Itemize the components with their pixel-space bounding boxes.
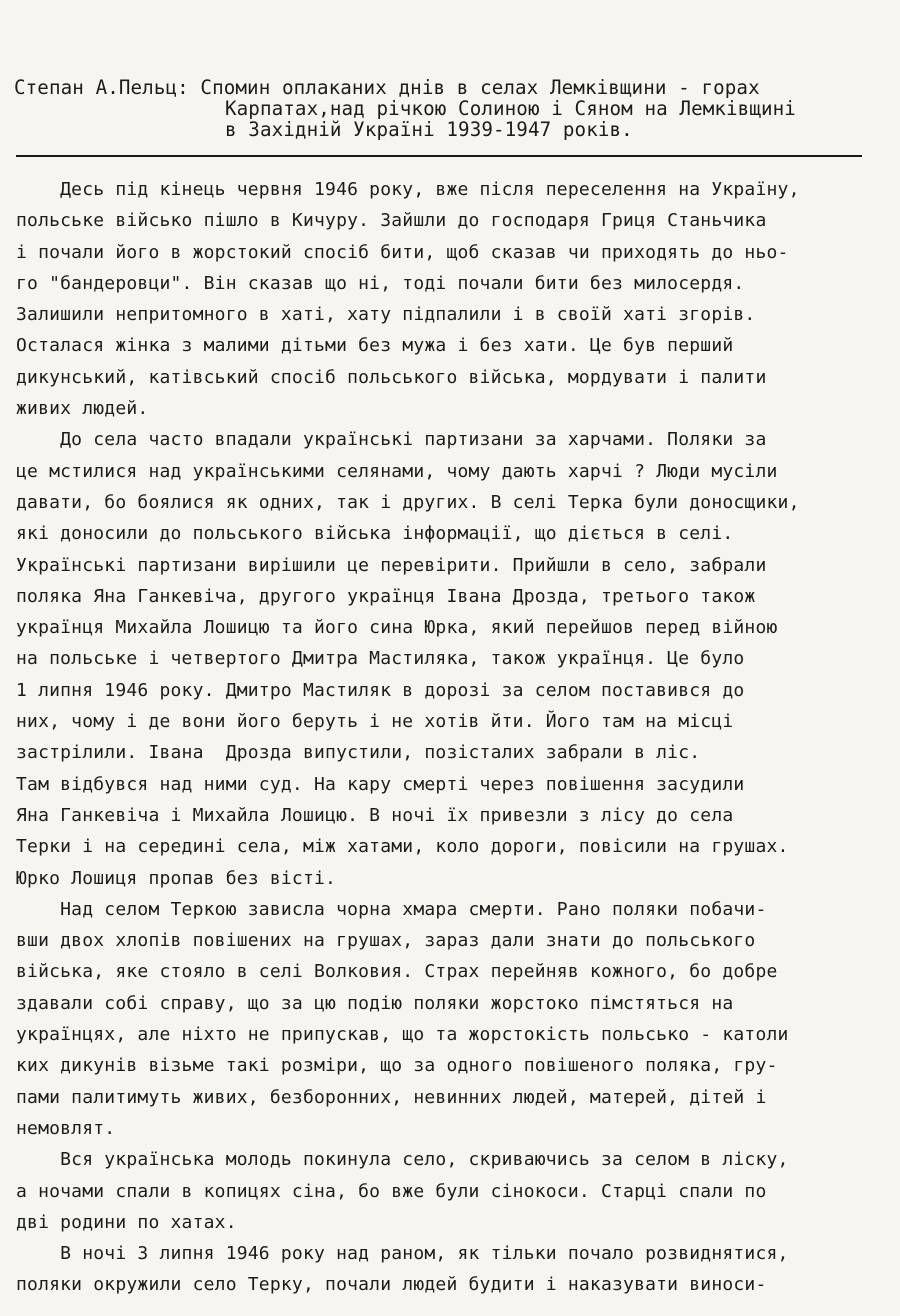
- body-line: війська, яке стояло в селі Волковия. Страх перейняв кожного, бо добре: [16, 961, 778, 983]
- header-line-3: в Західній Україні 1939-1947 років.: [225, 118, 633, 141]
- body-line: Яна Ганкевіча і Михайла Лошицю. В ночі їх привезли з лісу до села: [16, 804, 734, 826]
- body-line: на польське і четвертого Дмитра Мастиляка, також українця. Це було: [16, 648, 745, 670]
- body-line: Терки і на середині села, між хатами, коло дороги, повісили на грушах.: [16, 836, 789, 858]
- body-line: немовлят.: [16, 1117, 116, 1139]
- body-line: Вся українська молодь покинула село, скриваючись за селом в ліску,: [16, 1149, 789, 1171]
- body-line: українцях, але ніхто не припускав, що та жорстокість польсько - католи: [16, 1024, 789, 1046]
- body-line: здавали собі справу, що за цю подію поляки жорстоко пімстяться на: [16, 992, 734, 1014]
- document-body: [16, 174, 896, 1301]
- document-header: [14, 77, 884, 140]
- body-line: застрілили. Івана Дрозда випустили, позісталих забрали в ліс.: [16, 742, 701, 764]
- body-line: Осталася жінка з малими дітьми без мужа і без хати. Це був перший: [16, 335, 734, 357]
- body-line: дикунський, катівський спосіб польського війська, мордувати і палити: [16, 366, 767, 388]
- body-line: Десь під кінець червня 1946 року, вже після переселення на Україну,: [16, 179, 800, 200]
- body-line: ких дикунів візьме такі розміри, що за одного повішеного поляка, гру-: [16, 1055, 778, 1077]
- body-line: поляка Яна Ганкевіча, другого українця Івана Дрозда, третього також: [16, 585, 756, 607]
- body-line: вши двох хлопів повішених на грушах, зараз дали знати до польського: [16, 930, 756, 952]
- body-line: давати, бо боялися як одних, так і других. В селі Терка були доносщики,: [16, 491, 800, 513]
- body-line: В ночі 3 липня 1946 року над раном, як тільки почало розвиднятися,: [16, 1243, 789, 1265]
- body-line: живих людей.: [16, 398, 149, 420]
- body-line: Українські партизани вирішили це перевірити. Прийшли в село, забрали: [16, 554, 767, 576]
- body-line: польське військо пішло в Кичуру. Зайшли до господаря Гриця Станьчика: [16, 210, 767, 232]
- body-line: Там відбувся над ними суд. На кару смерті через повішення засудили: [16, 773, 745, 795]
- header-divider: [16, 155, 862, 157]
- body-line: Над селом Теркою зависла чорна хмара смерти. Рано поляки побачи-: [16, 898, 767, 920]
- body-line: Залишили непритомного в хаті, хату підпалили і в своїй хаті згорів.: [16, 304, 756, 326]
- body-line: це мстилися над українськими селянами, чому дають харчі ? Люди мусіли: [16, 460, 778, 482]
- header-line-2: Карпатах,над річкою Солиною і Сяном на Лемківщині: [225, 97, 796, 120]
- body-line: поляки окружили село Терку, почали людей будити і наказувати виноси-: [16, 1274, 767, 1296]
- body-line: а ночами спали в копицях сіна, бо вже були сінокоси. Старці спали по: [16, 1180, 767, 1202]
- body-line: До села часто впадали українські партизани за харчами. Поляки за: [16, 429, 767, 451]
- body-line: Юрко Лошиця пропав без вісті.: [16, 867, 337, 889]
- body-line: дві родини по хатах.: [16, 1211, 237, 1233]
- body-line: і почали його в жорстокий спосіб бити, щоб сказав чи приходять до ньо-: [16, 241, 789, 263]
- body-line: них, чому і де вони його беруть і не хотів йти. Його там на місці: [16, 711, 734, 733]
- body-line: українця Михайла Лошицю та його сина Юрка, який перейшов перед війною: [16, 617, 778, 639]
- body-line: які доносили до польського війська інформації, що діється в селі.: [16, 523, 734, 545]
- body-line: го "бандеровци". Він сказав що ні, тоді почали бити без милосердя.: [16, 272, 745, 294]
- body-line: пами палитимуть живих, безборонних, невинних людей, матерей, дітей і: [16, 1086, 767, 1108]
- header-line-1: Степан А.Пельц: Спомин оплаканих днів в селах Лемківщини - горах: [14, 76, 760, 99]
- body-line: 1 липня 1946 року. Дмитро Мастиляк в дорозі за селом поставився до: [16, 679, 745, 701]
